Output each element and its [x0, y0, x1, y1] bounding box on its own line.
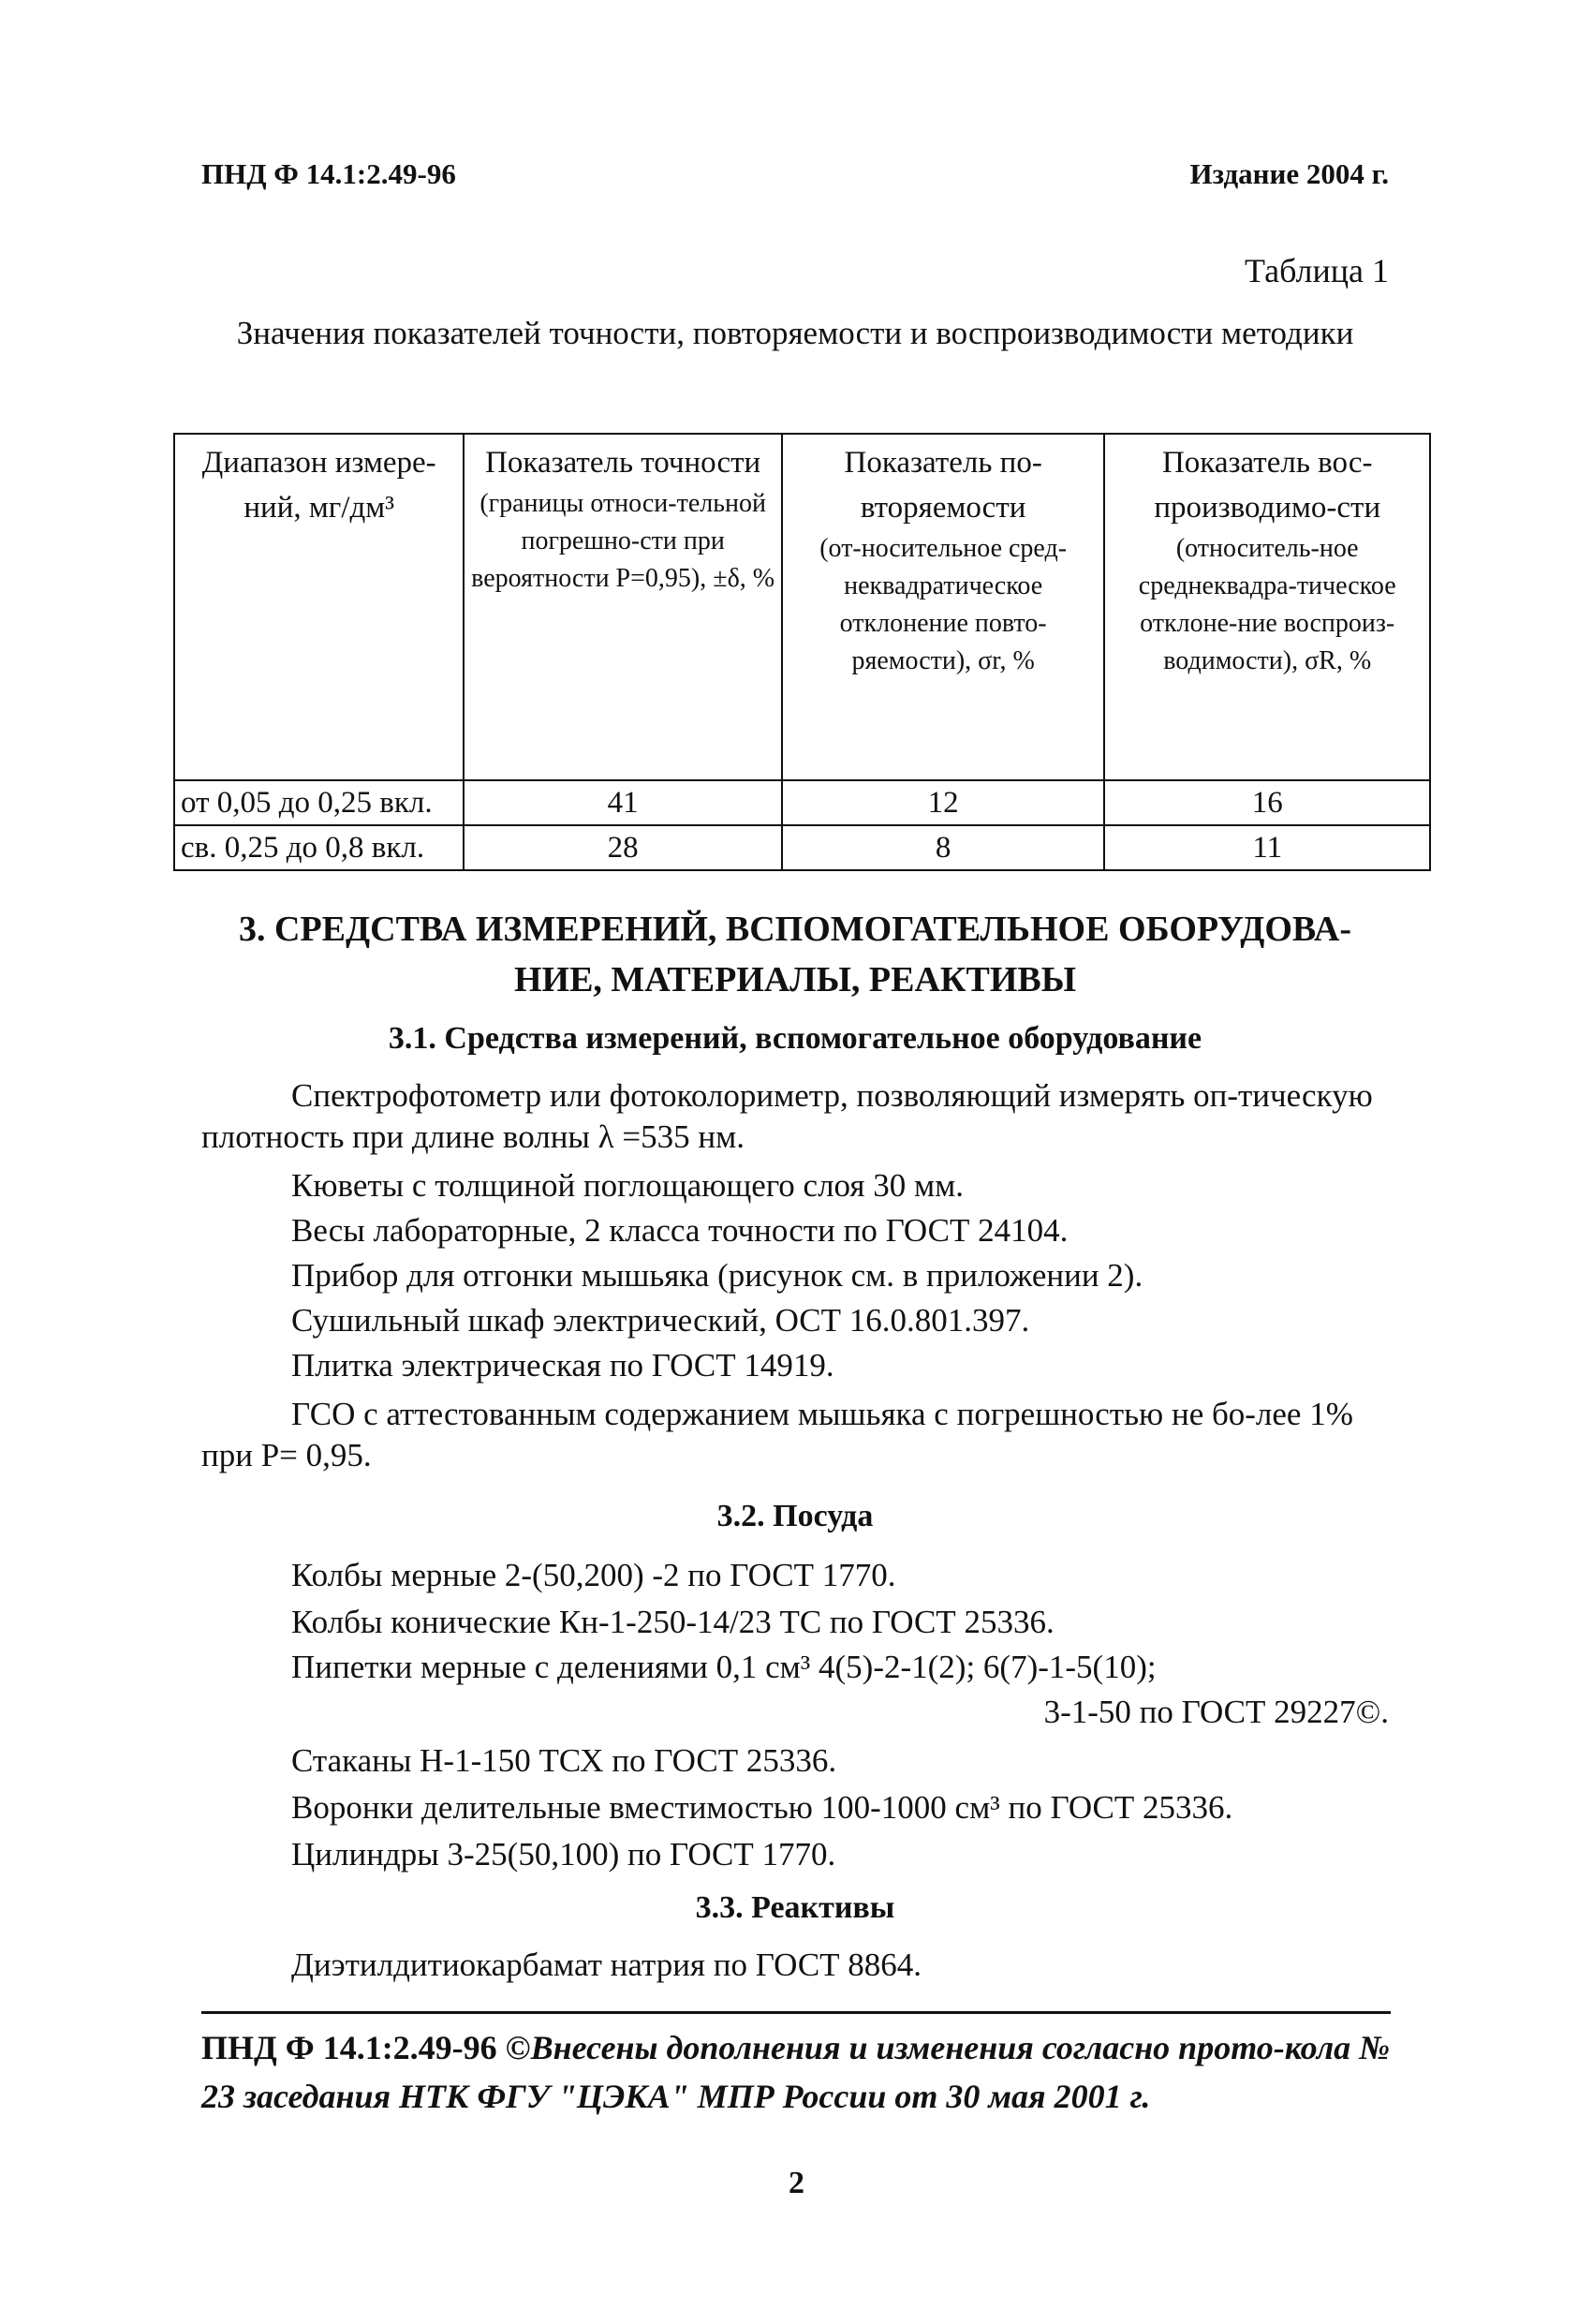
header-accuracy-detail: (границы относи-тельной погрешно-сти при вероятности Р=0,95), ±δ, % — [471, 489, 775, 593]
header-repeatability-main: Показатель по-вторяемости — [844, 446, 1042, 525]
cell-repeatability: 8 — [782, 825, 1105, 870]
cell-accuracy: 28 — [464, 825, 781, 870]
list-item: Кюветы с толщиной поглощающего слоя 30 мм. — [291, 1167, 965, 1204]
section-3-3-heading: 3.3. Реактивы — [695, 1890, 895, 1925]
footnote — [201, 2023, 1391, 2121]
header-reproducibility — [1104, 434, 1430, 780]
table-row — [174, 780, 1430, 825]
list-item: Сушильный шкаф электрический, ОСТ 16.0.801.397. — [291, 1302, 1030, 1339]
cell-reproducibility: 11 — [1104, 825, 1430, 870]
list-item: Диэтилдитиокарбамат натрия по ГОСТ 8864. — [291, 1947, 922, 1983]
list-item: Пипетки мерные с делениями 0,1 см³ 4(5)-2-1(2); 6(7)-1-5(10); — [291, 1649, 1157, 1685]
table-row — [174, 825, 1430, 870]
header-repeatability-detail: (от-носительное сред-неквадратическое отклонение повто-ряемости), σr, % — [819, 534, 1068, 675]
list-item: Спектрофотометр или фотоколориметр, позволяющий измерять оп-тическую плотность при длине волны λ =535 нм. — [201, 1077, 1373, 1155]
list-item: Колбы мерные 2-(50,200) -2 по ГОСТ 1770. — [291, 1557, 896, 1593]
table-title: Значения показателей точности, повторяемости и воспроизводимости методики — [236, 315, 1354, 351]
cell-range: св. 0,25 до 0,8 вкл. — [174, 825, 464, 870]
list-item: Колбы конические Кн-1-250-14/23 ТС по ГОСТ 25336. — [291, 1604, 1055, 1640]
header-edition: Издание 2004 г. — [1189, 157, 1389, 190]
cell-accuracy: 41 — [464, 780, 781, 825]
header-reproducibility-detail: (относитель-ное среднеквадра-тическое отклоне-ние воспроиз-водимости), σR, % — [1138, 534, 1396, 675]
list-item: Воронки делительные вместимостью 100-1000 см³ по ГОСТ 25336. — [291, 1789, 1233, 1826]
list-item: Прибор для отгонки мышьяка (рисунок см. в приложении 2). — [291, 1257, 1143, 1294]
header-reproducibility-main: Показатель вос-производимо-сти — [1154, 446, 1381, 525]
footnote-divider — [201, 2011, 1391, 2014]
precision-table — [173, 433, 1431, 871]
list-item: Цилиндры 3-25(50,100) по ГОСТ 1770. — [291, 1836, 836, 1873]
footnote-doc-code: ПНД Ф 14.1:2.49-96 — [201, 2029, 497, 2066]
cell-range: от 0,05 до 0,25 вкл. — [174, 780, 464, 825]
section-3-1-heading: 3.1. Средства измерений, вспомогательное оборудование — [388, 1021, 1202, 1056]
list-item: Стаканы Н-1-150 ТСХ по ГОСТ 25336. — [291, 1742, 837, 1779]
header-repeatability — [782, 434, 1105, 780]
header-range — [174, 434, 464, 780]
cell-repeatability: 12 — [782, 780, 1105, 825]
header-range-main: Диапазон измере-ний, мг/дм³ — [201, 446, 436, 525]
table-label: Таблица 1 — [1245, 252, 1389, 289]
list-item: ГСО с аттестованным содержанием мышьяка с погрешностью не бо-лее 1% при Р= 0,95. — [201, 1396, 1353, 1473]
table-header-row — [174, 434, 1430, 780]
cell-reproducibility: 16 — [1104, 780, 1430, 825]
header-accuracy-main: Показатель точности — [485, 446, 761, 480]
header-doc-code: ПНД Ф 14.1:2.49-96 — [201, 157, 456, 190]
section-3-2-heading: 3.2. Посуда — [716, 1499, 874, 1533]
header-accuracy — [464, 434, 781, 780]
section-3-heading: 3. СРЕДСТВА ИЗМЕРЕНИЙ, ВСПОМОГАТЕЛЬНОЕ ОБОРУДОВА-НИЕ, МАТЕРИАЛЫ, РЕАКТИВЫ — [239, 910, 1351, 999]
list-item: 3-1-50 по ГОСТ 29227©. — [1043, 1694, 1389, 1730]
list-item: Плитка электрическая по ГОСТ 14919. — [291, 1347, 834, 1384]
footnote-text: ©Внесены дополнения и изменения согласно прото-кола № 23 заседания НТК ФГУ "ЦЭКА" МПР России от 30 мая 2001 г. — [201, 2029, 1391, 2115]
page-number: 2 — [789, 2166, 804, 2200]
list-item: Весы лабораторные, 2 класса точности по ГОСТ 24104. — [291, 1212, 1069, 1249]
